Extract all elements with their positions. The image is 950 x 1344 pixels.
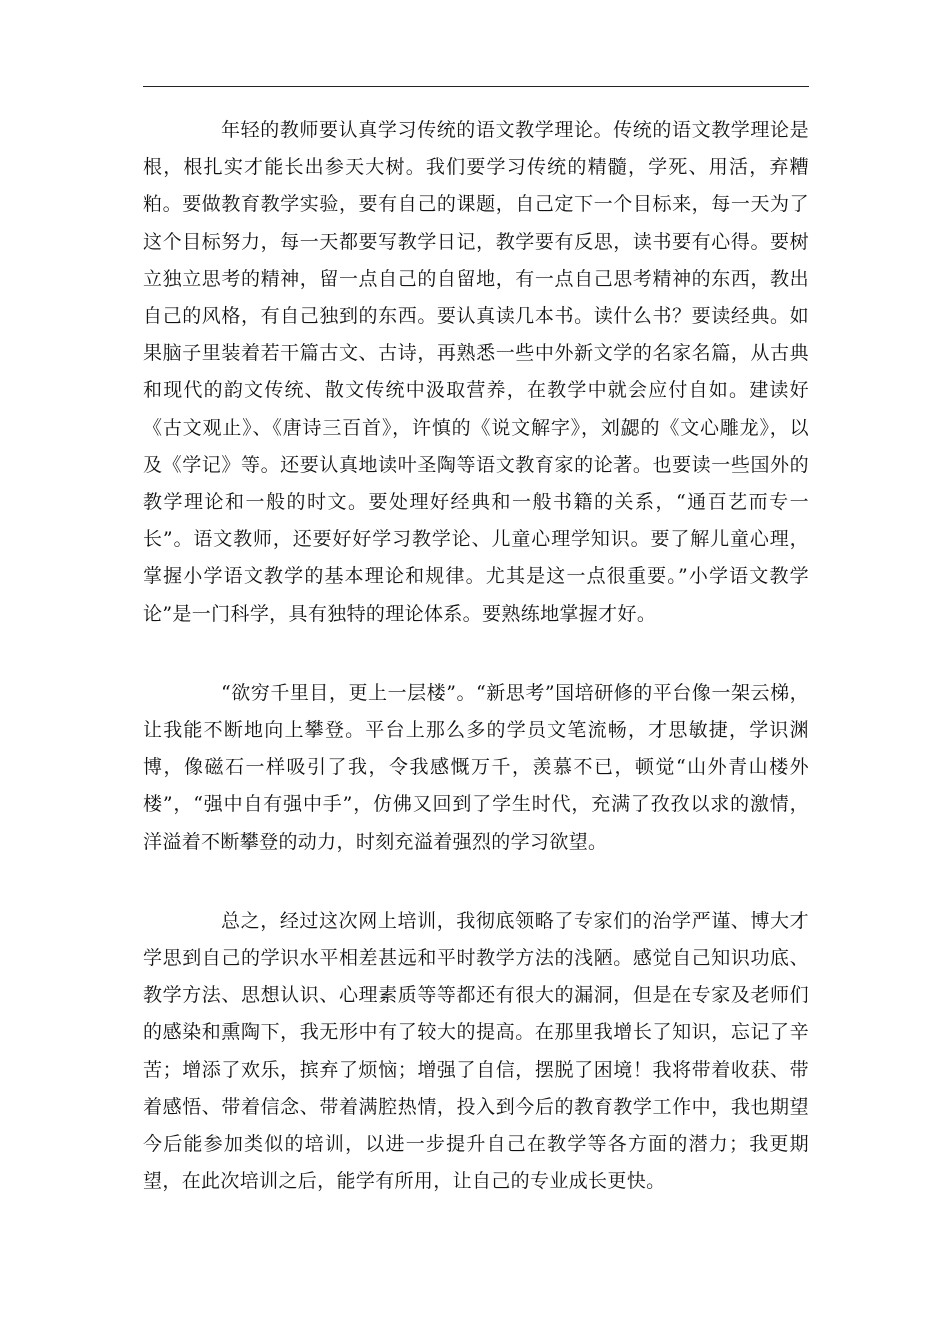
paragraph-conclusion: 总之，经过这次网上培训，我彻底领略了专家们的治学严谨、博大才学思到自己的学识水平相差甚远和平时教学方法的浅陋。感觉自己知识功底、教学方法、思想认识、心理素质等等都还有很大的漏洞，但是在专家及老师们的感染和熏陶下，我无形中有了较大的提高。在那里我增长了知识，忘记了辛苦；增添了欢乐，摈弃了烦恼；增强了自信，摆脱了困境！我将带着收获、带着感悟、带着信念、带着满腔热情，投入到今后的教育教学工作中，我也期望今后能参加类似的培训，以进一步提升自己在教学等各方面的潜力；我更期望，在此次培训之后，能学有所用，让自己的专业成长更快。 — [143, 909, 809, 1193]
paragraph-traditional-theory: 年轻的教师要认真学习传统的语文教学理论。传统的语文教学理论是根，根扎实才能长出参天大树。我们要学习传统的精髓，学死、用活，弃糟粕。要做教育教学实验，要有自己的课题，自己定下一个目标来，每一天为了这个目标努力，每一天都要写教学日记，教学要有反思，读书要有心得。要树立独立思考的精神，留一点自己的自留地，有一点自己思考精神的东西，教出自己的风格，有自己独到的东西。要认真读几本书。读什么书？要读经典。如果脑子里装着若干篇古文、古诗，再熟悉一些中外新文学的名家名篇，从古典和现代的韵文传统、散文传统中汲取营养，在教学中就会应付自如。建读好《古文观止》、《唐诗三百首》，许慎的《说文解字》，刘勰的《文心雕龙》，以及《学记》等。还要认真地读叶圣陶等语文教育家的论著。也要读一些国外的教学理论和一般的时文。要处理好经典和一般书籍的关系，“通百艺而专一长”。语文教师，还要好好学习教学论、儿童心理学知识。要了解儿童心理，掌握小学语文教学的基本理论和规律。尤其是这一点很重要。”小学语文教学论”是一门科学，具有独特的理论体系。要熟练地掌握才好。 — [143, 119, 809, 625]
header-divider — [143, 86, 809, 87]
document-body — [143, 112, 809, 1242]
paragraph-training-platform: “欲穷千里目，更上一层楼”。“新思考”国培研修的平台像一架云梯，让我能不断地向上攀登。平台上那么多的学员文笔流畅，才思敏捷，学识渊博，像磁石一样吸引了我，令我感慨万千，羡慕不已，顿觉“山外青山楼外楼”，“强中自有强中手”，仿佛又回到了学生时代，充满了孜孜以求的激情，洋溢着不断攀登的动力，时刻充溢着强烈的学习欲望。 — [143, 681, 809, 853]
